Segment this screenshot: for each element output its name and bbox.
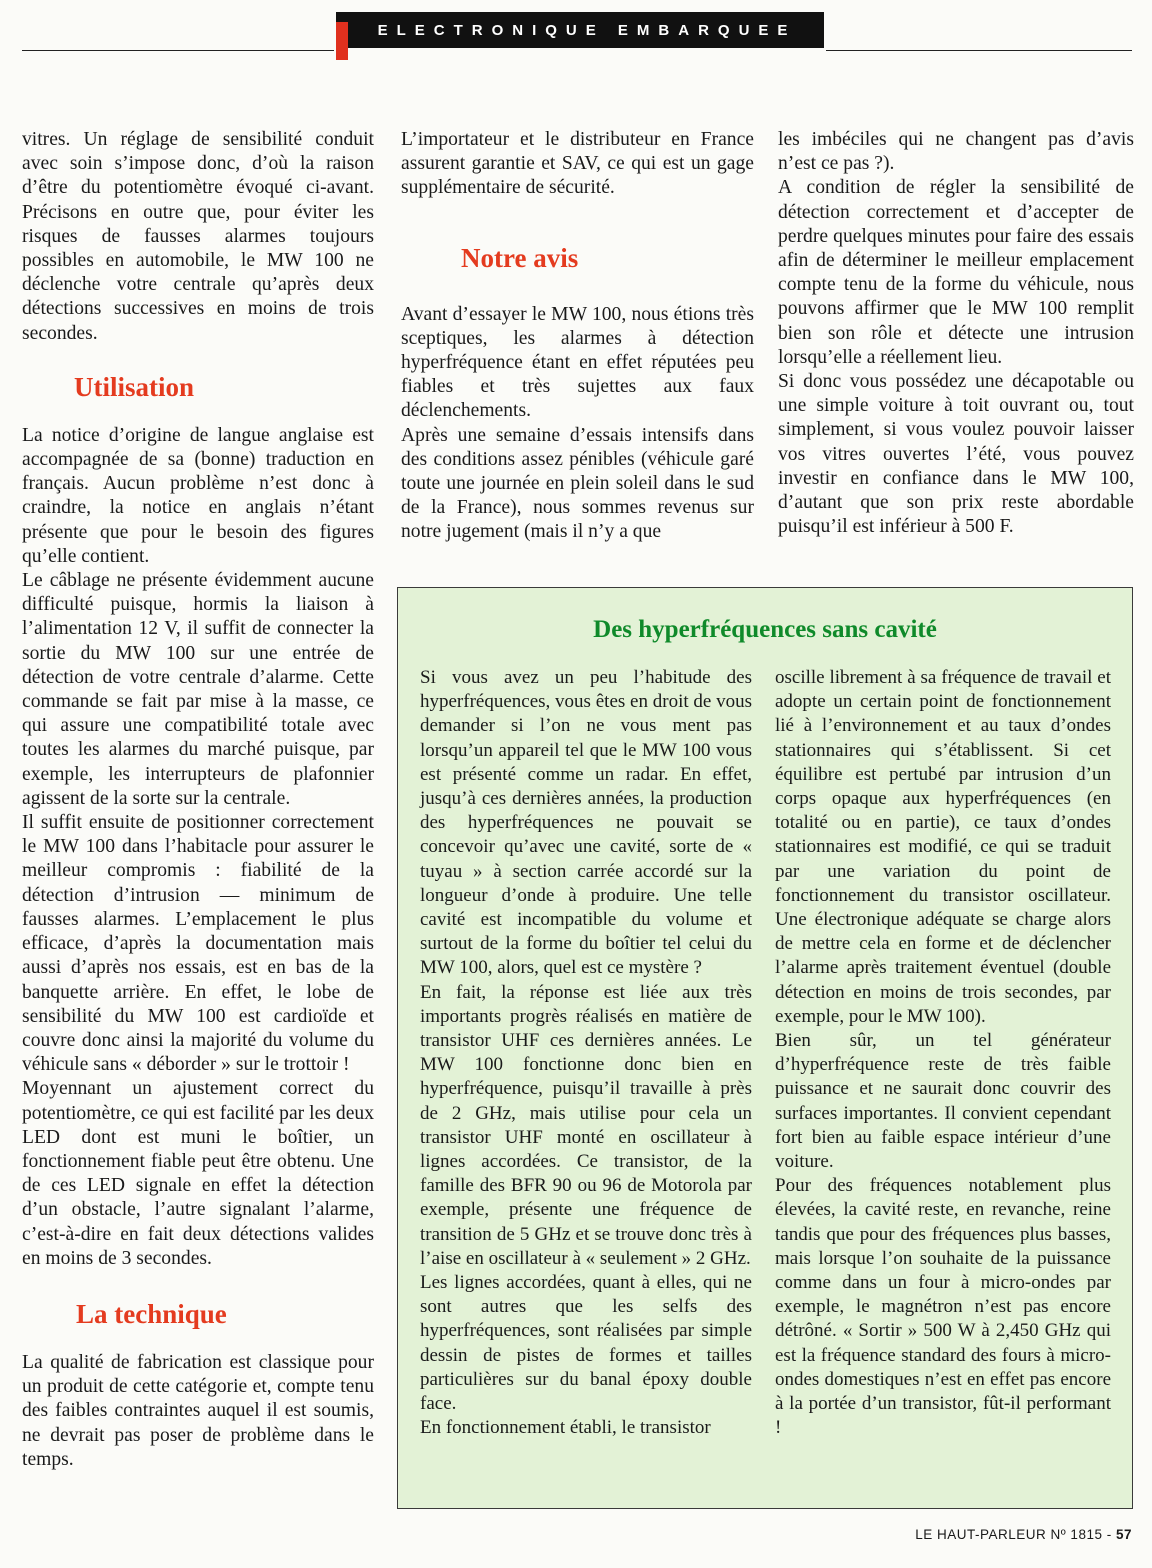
sidebar-title: Des hyperfréquences sans cavité (593, 616, 937, 643)
paragraph: Il suffit ensuite de positionner correctement le MW 100 dans l’habitacle pour assurer le meilleur compromis : fiabilité de la détection d’intrusion — minimum de fausses alarmes. L’emplacement le plus efficace, d’après la documentation mais aussi d’après nos essais, est en bas de la banquette arrière. En effet, le lobe de sensibilité du MW 100 est cardioïde et couvre donc ainsi la majorité du volume du véhicule sans « déborder » sur le trottoir ! (22, 812, 374, 1076)
paragraph: En fait, la réponse est liée aux très importants progrès réalisés en matière de transistor UHF ces dernières années. Le MW 100 fonctionne donc bien en hyperfréquence, puisqu’il travaille à près de 2 GHz, mais utilise pour cela un transistor UHF monté en oscillateur à lignes accordées. Ce transistor, de la famille des BFR 90 ou 96 de Motorola par exemple, présente une fréquence de transition de 5 GHz et se trouve donc très à l’aise en oscillateur à « seulement » 2 GHz. (420, 981, 752, 1269)
paragraph: Bien sûr, un tel générateur d’hyperfréquence reste de très faible puissance et ne saurait donc couvrir des surfaces importantes. Il convient cependant fort bien au faible espace intérieur d’une voiture. (775, 1030, 1111, 1173)
heading-technique: La technique (76, 1298, 227, 1329)
paragraph: Pour des fréquences notablement plus élevées, la cavité reste, en revanche, reine tandis que pour des fréquences plus basses, mais lorsque l’on souhaite de la puissance comme dans un four à micro-ondes par exemple, le magnétron n’est pas encore détrôné. « Sortir » 500 W à 2,450 GHz qui est la fréquence standard des fours à micro-ondes domestiques n’est en effet pas encore à la portée d’un transistor, fût-il performant ! (775, 1175, 1111, 1439)
paragraph: A condition de régler la sensibilité de détection correctement et d’accepter de perdre quelques minutes pour faire des essais afin de déterminer le meilleur emplacement compte tenu de la forme du véhicule, nous pouvons affirmer que le MW 100 remplit bien son rôle et détecte une intrusion lorsqu’elle a réellement lieu. (778, 177, 1134, 368)
paragraph: La qualité de fabrication est classique pour un produit de cette catégorie et, compte tenu des faibles contraintes auquel il est soumis, ne devrait pas poser de problème dans le temps. (22, 1351, 374, 1470)
header-rule-right (826, 50, 1132, 51)
paragraph: Après une semaine d’essais intensifs dans des conditions assez pénibles (véhicule garé toute une journée en plein soleil dans le sud de la France), nous sommes revenus sur notre jugement (mais il n’y a que (401, 424, 754, 543)
paragraph: Le câblage ne présente évidemment aucune difficulté puisque, hormis la liaison à l’alimentation 12 V, il suffit de connecter la sortie du MW 100 sur une entrée de détection de votre centrale d’alarme. Cette commande se fait par mise à la masse, ce qui assure une compatibilité totale avec toutes les alarmes du marché puisque, par exemple, les interrupteurs de plafonnier agissent de la sorte sur la centrale. (22, 570, 374, 809)
paragraph: Avant d’essayer le MW 100, nous étions très sceptiques, les alarmes à détection hyperfréquence étant en effet réputées peu fiables et très sujettes aux faux déclenchements. (401, 303, 754, 422)
paragraph: En fonctionnement établi, le transistor (420, 1417, 711, 1439)
header-rule-left (22, 50, 334, 51)
page-footer (900, 1527, 1132, 1542)
paragraph: L’importateur et le distributeur en France assurent garantie et SAV, ce qui est un gage supplémentaire de sécurité. (401, 129, 754, 199)
header-accent-mark (336, 22, 348, 60)
sidebar-column-right (775, 666, 1111, 1441)
paragraph: les imbéciles qui ne changent pas d’avis n’est ce pas ?). (778, 129, 1134, 175)
sidebar-box (397, 587, 1133, 1509)
paragraph: Moyennant un ajustement correct du potentiomètre, ce qui est facilité par les deux LED dont est muni le boîtier, un fonctionnement fiable peut être obtenu. Une de ces LED signale en effet la détection d’un obstacle, l’autre signalant l’alarme, c’est-à-dire en fait deux détections valides en moins de 3 secondes. (22, 1078, 374, 1269)
heading-notre-avis: Notre avis (461, 242, 579, 273)
column-2 (401, 128, 754, 545)
paragraph: La notice d’origine de langue anglaise est accompagnée de sa (bonne) traduction en français. Aucun problème n’est donc à craindre, la notice en anglais n’étant présente que pour le besoin des figures qu’elle contient. (22, 424, 374, 567)
column-3 (778, 128, 1134, 539)
magazine-name: LE HAUT-PARLEUR Nº 1815 - (915, 1527, 1116, 1542)
paragraph: vitres. Un réglage de sensibilité conduit avec soin s’impose donc, d’où la raison d’être du potentiomètre évoqué ci-avant. Précisons en outre que, pour éviter les risques de fausses alarmes toujours possibles en automobile, le MW 100 ne déclenche votre centrale qu’après deux détections successives en moins de trois secondes. (22, 129, 374, 344)
sidebar-column-left (420, 666, 752, 1441)
section-header (336, 12, 824, 48)
column-1 (22, 128, 374, 1472)
page-number: 57 (1115, 1527, 1132, 1542)
heading-utilisation: Utilisation (74, 371, 195, 402)
paragraph: Si vous avez un peu l’habitude des hyperfréquences, vous êtes en droit de vous demander si l’on ne vous ment pas lorsqu’un appareil tel que le MW 100 vous est présenté comme un radar. En effet, jusqu’à ces dernières années, la production des hyperfréquences ne pouvait se concevoir qu’avec une cavité, sorte de « tuyau » à section carrée accordé sur la longueur d’onde à produire. Une telle cavité est incompatible du volume et surtout de la forme du boîtier tel celui du MW 100, alors, quel est ce mystère ? (420, 667, 752, 979)
paragraph: Si donc vous possédez une décapotable ou une simple voiture à toit ouvrant ou, tout simplement, si vous voulez pouvoir laisser vos vitres ouvertes l’été, vous pouvez investir en confiance dans le MW 100, d’autant que son prix reste abordable puisqu’il est inférieur à 500 F. (778, 371, 1134, 538)
paragraph: oscille librement à sa fréquence de travail et adopte un certain point de fonctionnement lié à l’environnement et au taux d’ondes stationnaires qui s’établissent. Si cet équilibre est pertubé par intrusion d’un corps opaque aux hyperfréquences (en totalité ou en partie), ce taux d’ondes stationnaires est modifié, ce qui se traduit par une variation du point de fonctionnement du transistor oscillateur. Une électronique adéquate se charge alors de mettre cela en forme et de déclencher l’alarme après traitement éventuel (double détection en moins de trois secondes, par exemple, pour le MW 100). (775, 667, 1111, 1027)
section-title: ELECTRONIQUE EMBARQUEE (377, 21, 797, 39)
paragraph: Les lignes accordées, quant à elles, qui ne sont autres que les selfs des hyperfréquences, sont réalisées par simple dessin de pistes de formes et tailles particulières sur du banal époxy double face. (420, 1272, 752, 1415)
